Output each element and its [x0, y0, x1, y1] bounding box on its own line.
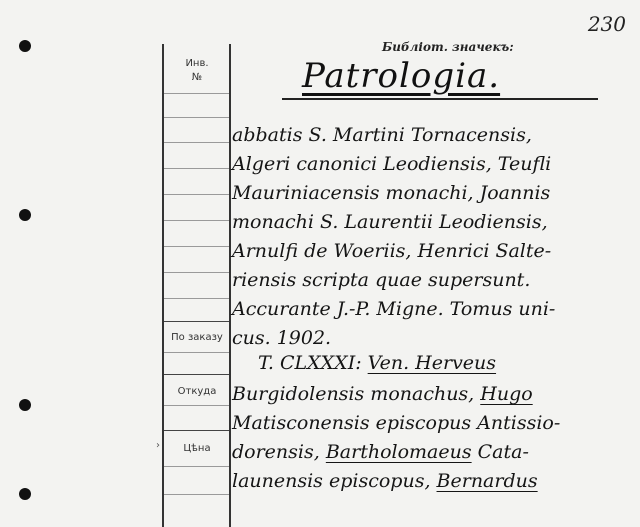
text-segment: dorensis,: [232, 441, 326, 463]
column-rule: [164, 298, 229, 299]
page-number: 230: [587, 12, 626, 36]
po-zakazu-label: По заказу: [171, 332, 223, 343]
punch-hole-middle: [19, 209, 31, 221]
text-line: Matisconensis episcopus Antissio-: [232, 412, 561, 434]
text-segment: Cata-: [471, 441, 529, 463]
text-segment: launensis episcopus,: [232, 470, 437, 492]
column-rule: [164, 405, 229, 406]
text-line: cus. 1902.: [232, 327, 332, 349]
text-line: monachi S. Laurentii Leodiensis,: [232, 211, 548, 233]
tsena-label: Цѣна: [183, 443, 211, 454]
right-column-border: [229, 44, 231, 527]
punch-hole-lower: [19, 399, 31, 411]
text-line: abbatis S. Martini Tornacensis,: [232, 124, 532, 146]
author-name: Hugo: [480, 383, 533, 405]
card-title: Patrologia.: [302, 56, 501, 96]
library-mark-label: Библіот. значекъ:: [382, 40, 514, 54]
text-segment: Burgidolensis monachus,: [232, 383, 481, 405]
column-rule: [164, 466, 229, 467]
punch-hole-top: [19, 40, 31, 52]
column-rule: [164, 374, 229, 375]
column-rule: [164, 117, 229, 118]
author-name: Bartholomaeus: [325, 441, 472, 463]
author-name: Bernardus: [436, 470, 538, 492]
column-rule: [164, 220, 229, 221]
column-rule: [164, 93, 229, 94]
text-line: Algeri canonici Leodiensis, Teufli: [232, 153, 552, 175]
column-rule: [164, 272, 229, 273]
text-line: Arnulfi de Woeriis, Henrici Salte-: [232, 240, 552, 262]
text-line: riensis scripta quae supersunt.: [232, 269, 531, 291]
column-rule: [164, 352, 229, 353]
column-rule: [164, 430, 229, 431]
text-line: [232, 383, 533, 405]
text-line: Accurante J.-P. Migne. Tomus uni-: [232, 298, 556, 320]
column-rule: [164, 142, 229, 143]
column-rule: [164, 194, 229, 195]
title-rule: [282, 98, 598, 100]
otkuda-label: Откуда: [177, 386, 217, 397]
volume-number: T. CLXXXI:: [258, 352, 368, 374]
text-line: [232, 441, 529, 463]
column-tick-mark: ›: [156, 440, 160, 451]
column-rule: [164, 168, 229, 169]
column-rule: [164, 246, 229, 247]
punch-hole-bottom: [19, 488, 31, 500]
text-line: Mauriniacensis monachi, Joannis: [232, 182, 551, 204]
column-rule: [164, 321, 229, 322]
text-line: [232, 470, 538, 492]
column-rule: [164, 494, 229, 495]
inventory-label: Инв.: [185, 58, 209, 69]
text-line: [258, 352, 496, 374]
inventory-number-sign: №: [191, 72, 203, 83]
author-name: Ven. Herveus: [367, 352, 497, 374]
